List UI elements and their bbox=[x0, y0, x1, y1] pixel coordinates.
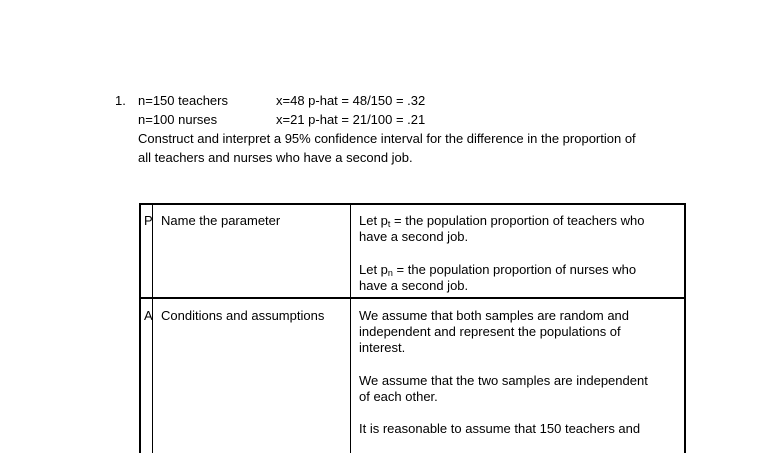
assumption-independent-samples: We assume that the two samples are independent of each other. bbox=[359, 373, 648, 404]
table-border-top bbox=[139, 203, 686, 205]
prompt-line-2: all teachers and nurses who have a second job. bbox=[138, 150, 413, 165]
table-border-right bbox=[684, 203, 686, 453]
row-step: Name the parameter bbox=[161, 213, 281, 228]
row-letter: A bbox=[144, 308, 153, 323]
table-border-left bbox=[139, 203, 141, 453]
assumption-random-samples: We assume that both samples are random and independent and represent the populations of interest. bbox=[359, 308, 630, 355]
table-divider-step bbox=[350, 203, 351, 453]
parameter-pt-definition: Let $p_t$ = the population proportion of teachers who have a second job. bbox=[359, 213, 645, 244]
prompt-line-1: Construct and interpret a 95% confidence interval for the difference in the proportion of bbox=[138, 131, 636, 146]
pane-table bbox=[139, 203, 686, 453]
assumption-population-size: It is reasonable to assume that 150 teachers and bbox=[359, 421, 641, 436]
problem-number: 1. bbox=[115, 93, 126, 108]
row-step: Conditions and assumptions bbox=[161, 308, 325, 323]
nurses-p-hat: x=21 p-hat = 21/100 = .21 bbox=[276, 112, 426, 127]
teachers-sample-size: n=150 teachers bbox=[138, 93, 228, 108]
row-letter: P bbox=[144, 213, 153, 228]
nurses-sample-size: n=100 nurses bbox=[138, 112, 218, 127]
teachers-p-hat: x=48 p-hat = 48/150 = .32 bbox=[276, 93, 426, 108]
parameter-pn-definition: Let $p_n$ = the population proportion of nurses who have a second job. bbox=[359, 262, 637, 293]
table-row-divider bbox=[139, 297, 686, 299]
table-divider-letter bbox=[152, 203, 153, 453]
